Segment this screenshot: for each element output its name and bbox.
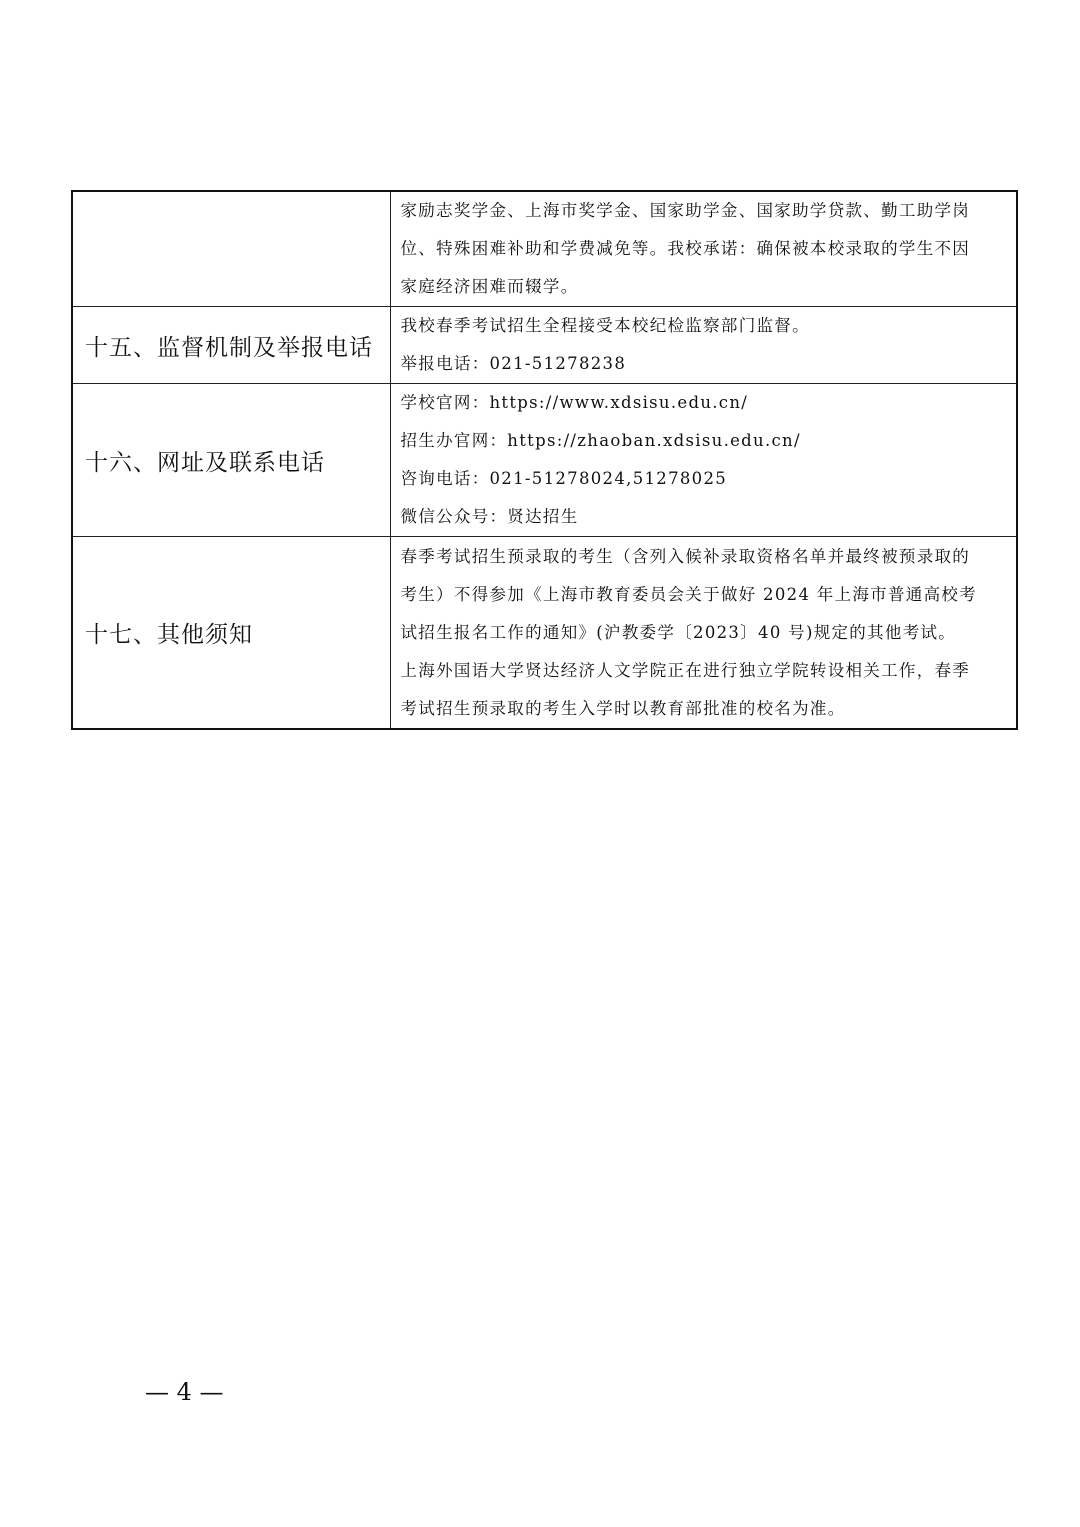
row-content <box>390 191 1017 307</box>
content-line: 试招生报名工作的通知》(沪教委学〔2023〕40 号)规定的其他考试。 <box>400 622 957 642</box>
content-line: 我校春季考试招生全程接受本校纪检监察部门监督。 <box>400 316 810 335</box>
row-content <box>390 307 1017 384</box>
row-content <box>390 537 1017 730</box>
report-phone: 举报电话：021-51278238 <box>400 354 627 373</box>
info-table <box>71 190 1018 730</box>
content-line: 家励志奖学金、上海市奖学金、国家助学金、国家助学贷款、勤工助学岗 <box>400 201 971 220</box>
wechat-account: 微信公众号：贤达招生 <box>400 507 579 526</box>
row-label <box>72 191 390 307</box>
row-content <box>390 384 1017 537</box>
table-row <box>72 384 1017 537</box>
row-label: 十七、其他须知 <box>72 537 390 730</box>
row-label: 十五、监督机制及举报电话 <box>72 307 390 384</box>
page-number: — 4 — <box>145 1378 224 1406</box>
content-line: 春季考试招生预录取的考生（含列入候补录取资格名单并最终被预录取的 <box>400 546 971 566</box>
table-row <box>72 537 1017 730</box>
content-line: 考生）不得参加《上海市教育委员会关于做好 2024 年上海市普通高校考 <box>400 584 977 604</box>
content-line: 家庭经济困难而辍学。 <box>400 277 579 296</box>
table-row <box>72 307 1017 384</box>
content-line: 位、特殊困难补助和学费减免等。我校承诺：确保被本校录取的学生不因 <box>400 239 971 258</box>
admissions-website: 招生办官网：https://zhaoban.xdsisu.edu.cn/ <box>400 431 801 450</box>
content-line: 考试招生预录取的考生入学时以教育部批准的校名为准。 <box>400 698 846 718</box>
table-row <box>72 191 1017 307</box>
school-website: 学校官网：https://www.xdsisu.edu.cn/ <box>400 393 749 412</box>
consult-phone: 咨询电话：021-51278024,51278025 <box>400 469 728 488</box>
content-line: 上海外国语大学贤达经济人文学院正在进行独立学院转设相关工作，春季 <box>400 660 971 680</box>
row-label: 十六、网址及联系电话 <box>72 384 390 537</box>
